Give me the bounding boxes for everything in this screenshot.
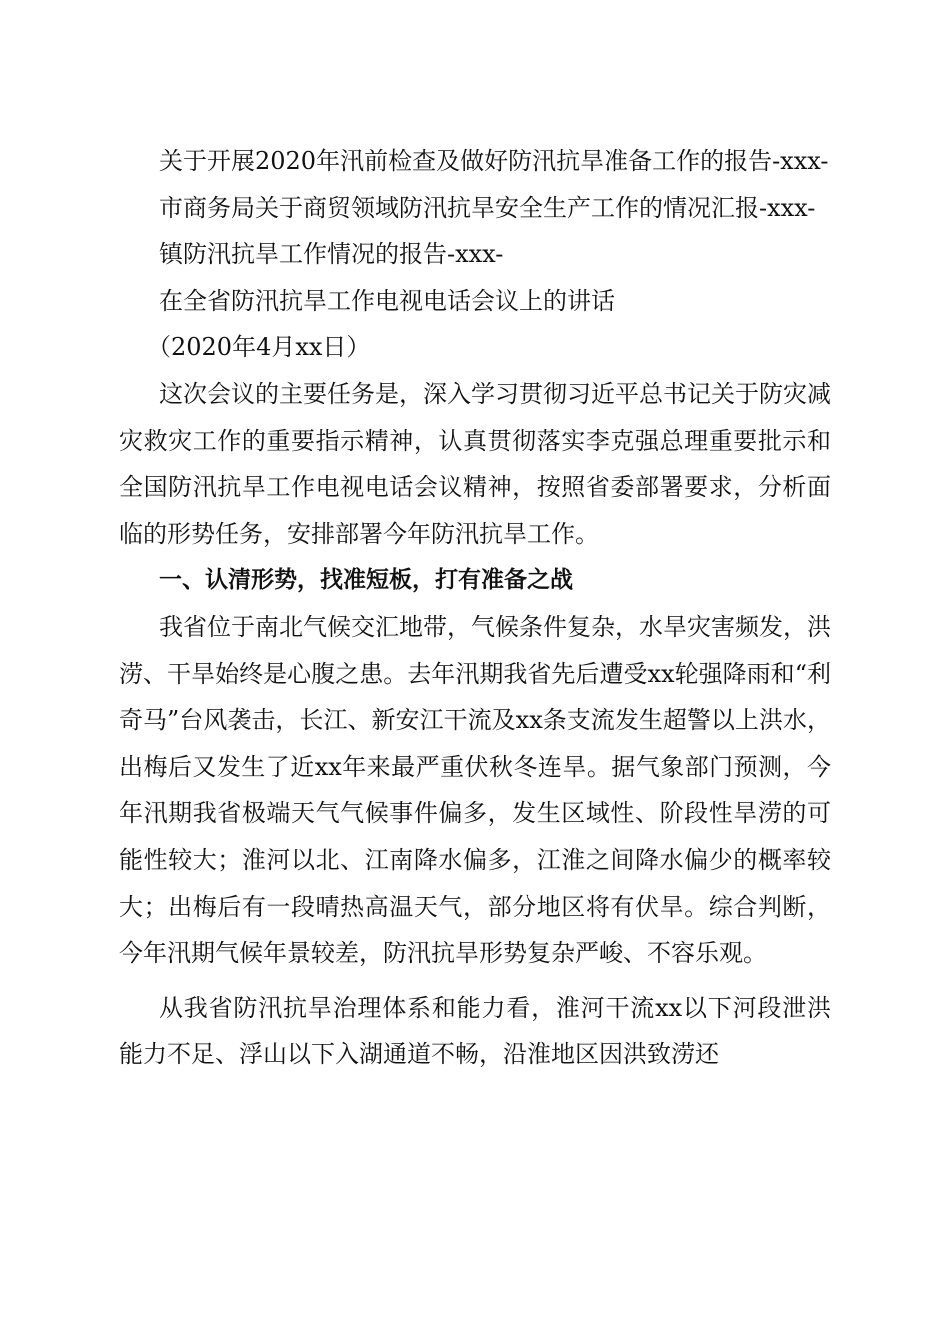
speech-date: （2020年4月xx日） [147,333,371,362]
body-paragraph-2: 从我省防汛抗旱治理体系和能力看，淮河干流xx以下河段泄洪能力不足、浮山以下入湖通道不畅，沿淮地区因洪致涝还 [119,993,831,1069]
intro-paragraph: 这次会议的主要任务是，深入学习贯彻习近平总书记关于防灾减灾救灾工作的重要指示精神，认真贯彻落实李克强总理重要批示和全国防汛抗旱工作电视电话会议精神，按照省委部署要求，分析面临的形势任务，安排部署今年防汛抗旱工作。 [119,379,831,548]
document-body [119,138,831,1078]
body-paragraph-1: 我省位于南北气候交汇地带，气候条件复杂，水旱灾害频发，洪涝、干旱始终是心腹之患。去年汛期我省先后遭受xx轮强降雨和“利奇马”台风袭击，长江、新安江干流及xx条支流发生超警以上洪水，出梅后又发生了近xx年来最严重伏秋冬连旱。据气象部门预测，今年汛期我省极端天气气候事件偏多，发生区域性、阶段性旱涝的可能性较大；淮河以北、江南降水偏多，江淮之间降水偏少的概率较大；出梅后有一段晴热高温天气，部分地区将有伏旱。综合判断，今年汛期气候年景较差，防汛抗旱形势复杂严峻、不容乐观。 [119,612,831,968]
paragraph-gap [119,977,831,985]
report-title-3: 镇防汛抗旱工作情况的报告-xxx- [159,240,504,269]
section-heading-1: 一、认清形势，找准短板，打有准备之战 [159,567,573,594]
speech-title: 在全省防汛抗旱工作电视电话会议上的讲话 [159,286,615,315]
report-title-1: 关于开展2020年汛前检查及做好防汛抗旱准备工作的报告-xxx- [159,147,829,175]
report-title-2: 市商务局关于商贸领域防汛抗旱安全生产工作的情况汇报-xxx- [159,193,816,222]
